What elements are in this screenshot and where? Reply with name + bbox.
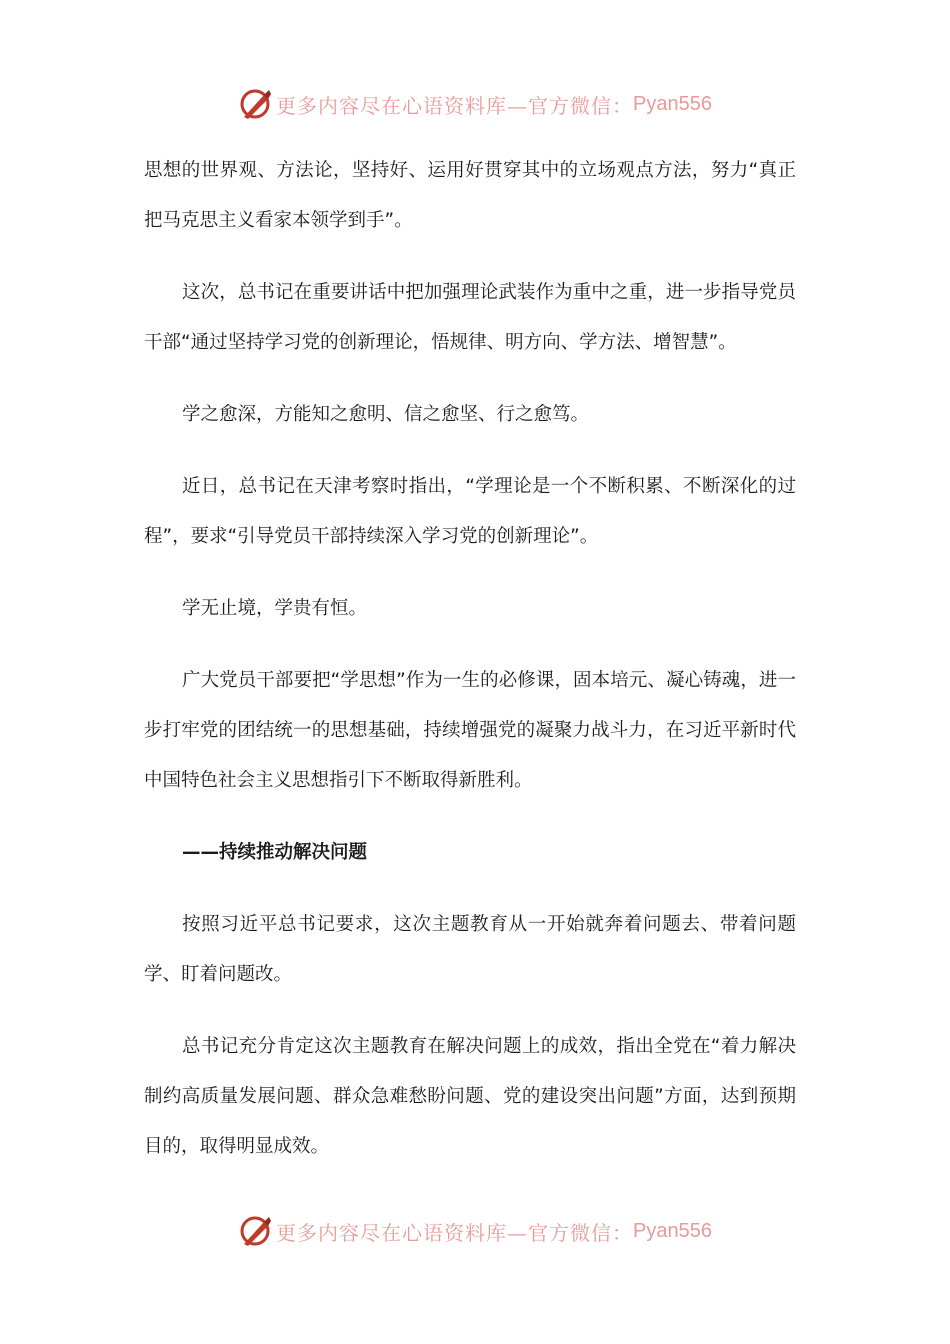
pen-logo-icon — [238, 87, 272, 121]
paragraph: 学无止境，学贵有恒。 — [182, 598, 368, 619]
paragraph: 学之愈深，方能知之愈明、信之愈坚、行之愈笃。 — [182, 404, 590, 425]
footer-banner — [0, 1211, 950, 1251]
paragraph: 思想的世界观、方法论，坚持好、运用好贯穿其中的立场观点方法，努力“真正把马克思主义看家本领学到手”。 — [144, 160, 796, 231]
header-banner — [0, 84, 950, 124]
banner-text: 更多内容尽在心语资料库—官方微信： — [276, 93, 634, 118]
document-body — [144, 146, 796, 1194]
paragraph: 近日，总书记在天津考察时指出，“学理论是一个不断积累、不断深化的过程”，要求“引导党员干部持续深入学习党的创新理论”。 — [144, 476, 796, 547]
banner-brand: Pyan556 — [633, 92, 712, 115]
paragraph: 按照习近平总书记要求，这次主题教育从一开始就奔着问题去、带着问题学、盯着问题改。 — [144, 914, 796, 985]
section-heading: ——持续推动解决问题 — [182, 842, 368, 863]
pen-logo-icon — [238, 1214, 272, 1248]
banner-brand: Pyan556 — [633, 1219, 712, 1242]
banner-text: 更多内容尽在心语资料库—官方微信： — [276, 1220, 634, 1245]
paragraph: 这次，总书记在重要讲话中把加强理论武装作为重中之重，进一步指导党员干部“通过坚持学习党的创新理论，悟规律、明方向、学方法、增智慧”。 — [144, 282, 796, 353]
paragraph: 广大党员干部要把“学思想”作为一生的必修课，固本培元、凝心铸魂，进一步打牢党的团结统一的思想基础，持续增强党的凝聚力战斗力，在习近平新时代中国特色社会主义思想指引下不断取得新胜利。 — [144, 670, 796, 791]
paragraph: 总书记充分肯定这次主题教育在解决问题上的成效，指出全党在“着力解决制约高质量发展问题、群众急难愁盼问题、党的建设突出问题”方面，达到预期目的，取得明显成效。 — [144, 1036, 796, 1157]
